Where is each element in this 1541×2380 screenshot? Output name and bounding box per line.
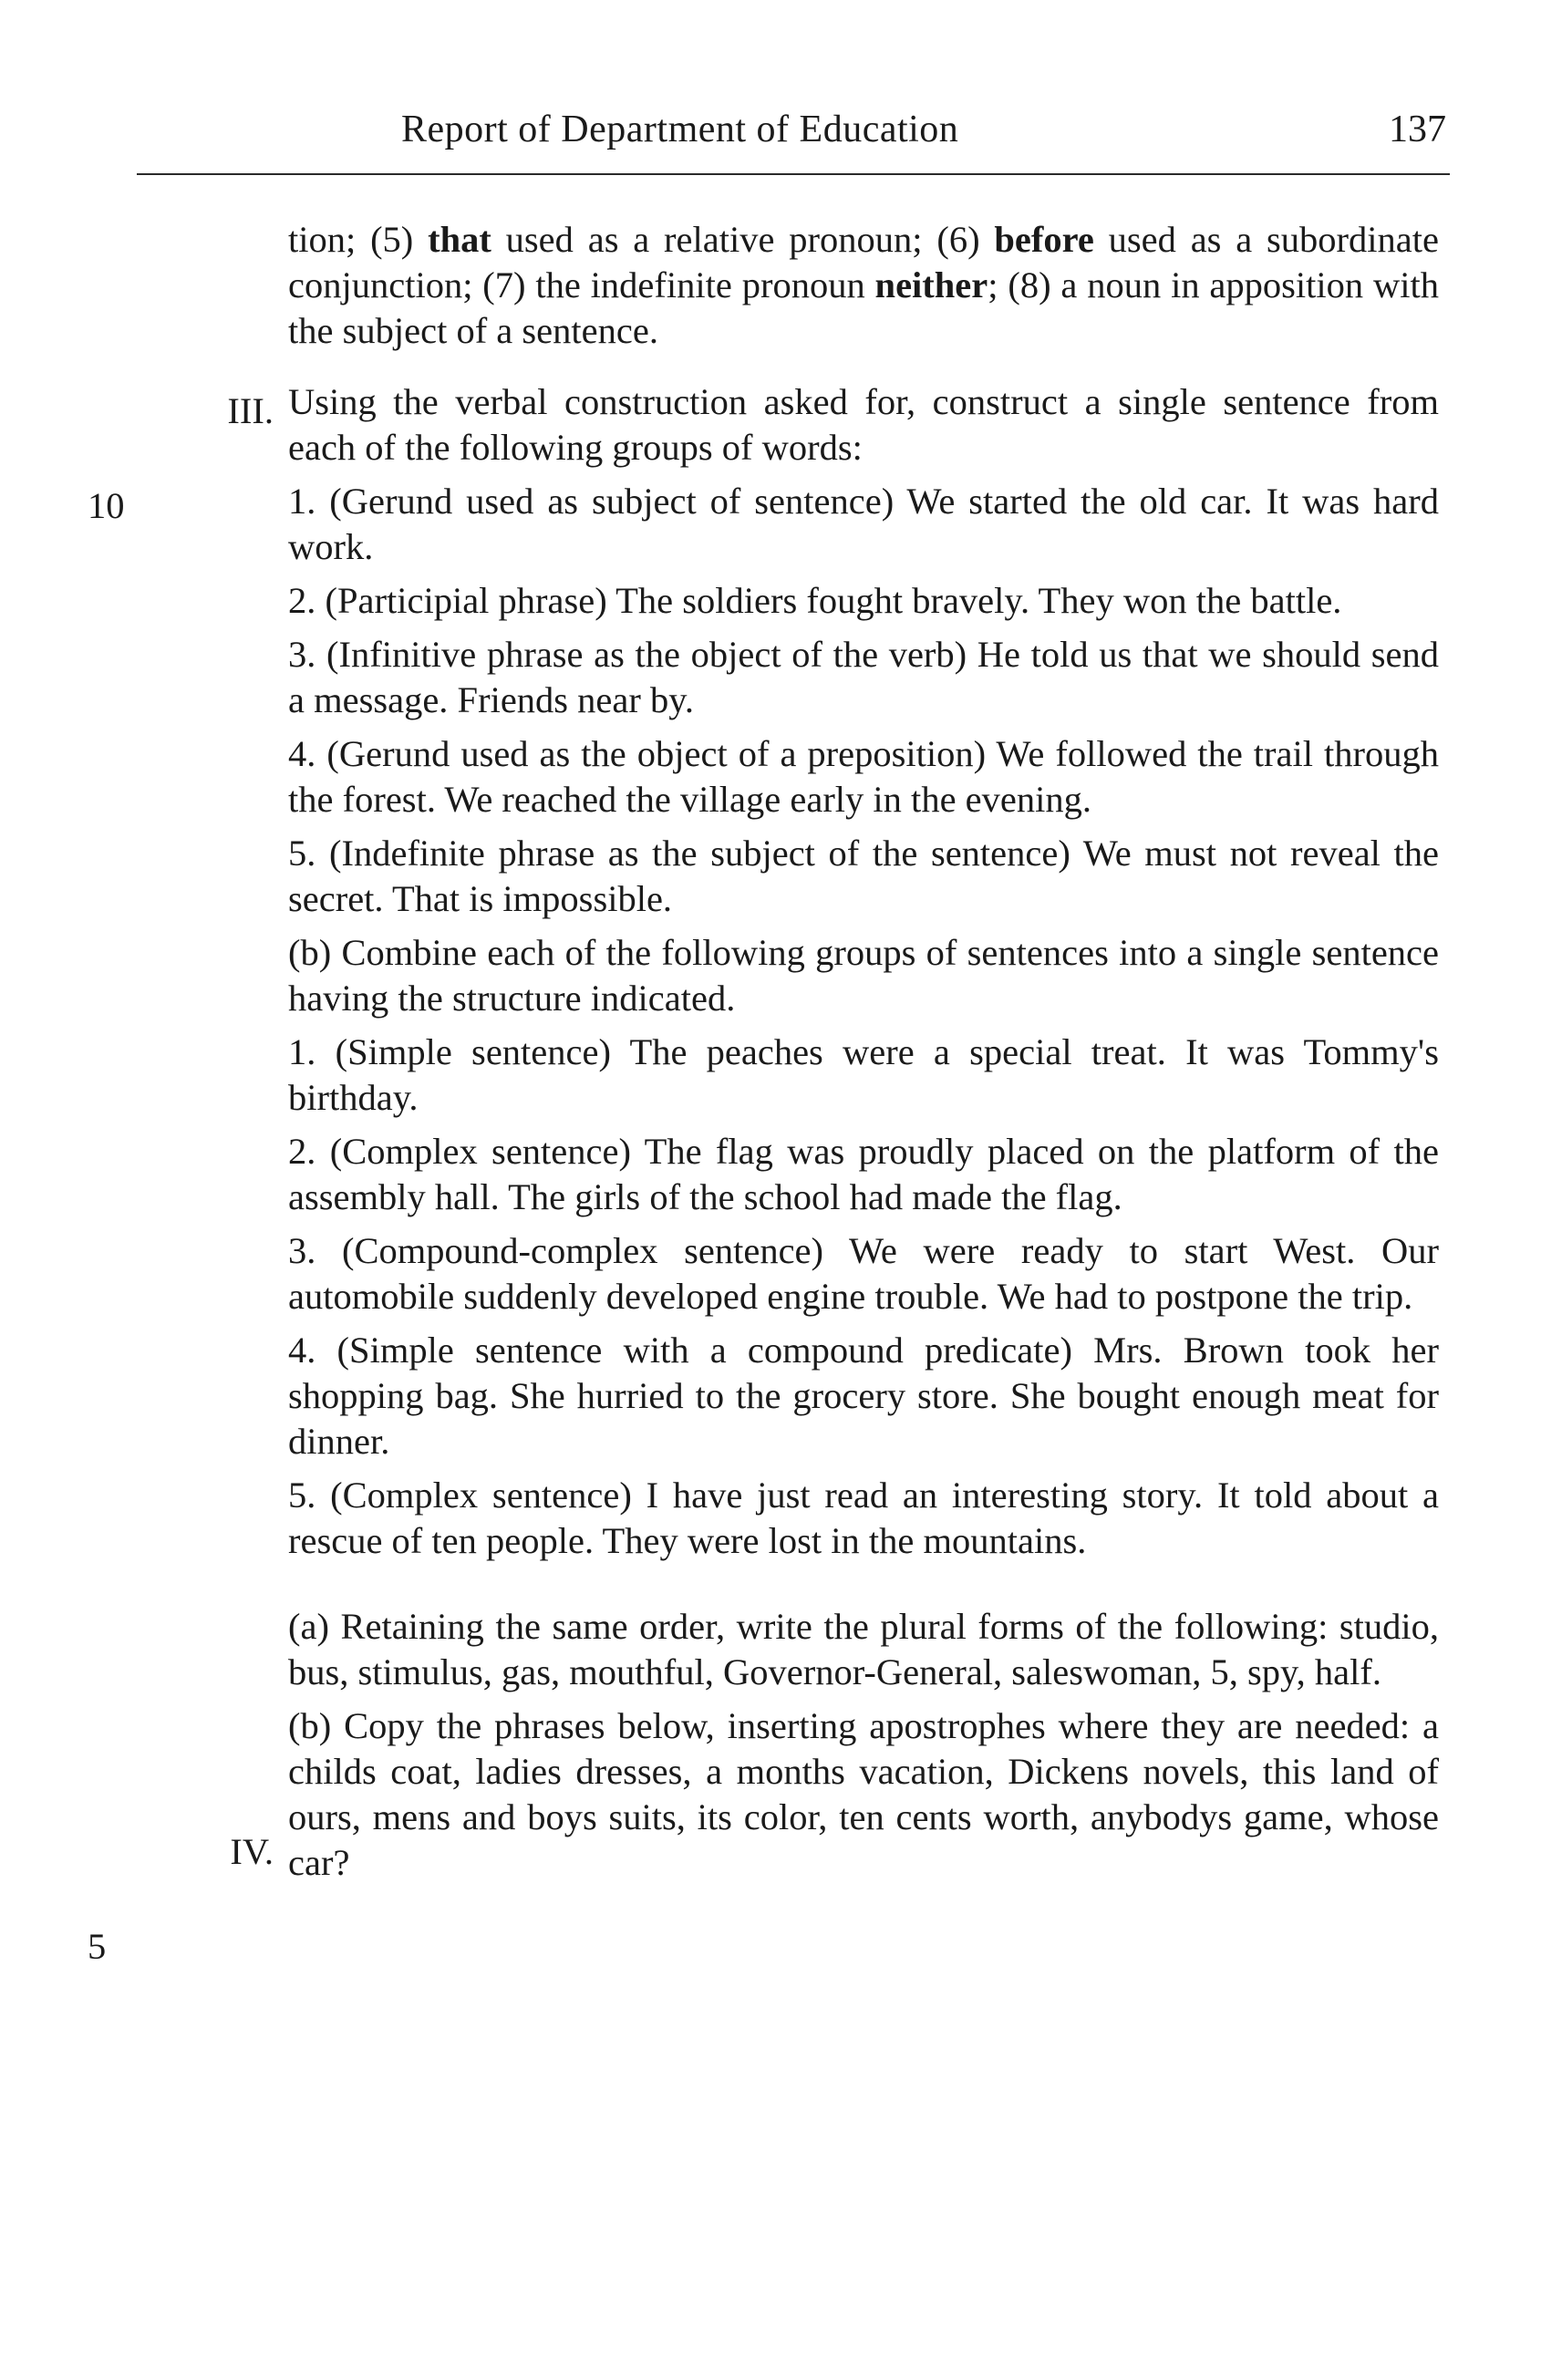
margin-line-number-10: 10 [88,485,125,526]
margin-line-number-5: 5 [88,1926,107,1967]
section-iii-part-b-item-1: 1. (Simple sentence) The peaches were a special treat. It was Tommy's birthday. [288,1031,1439,1118]
bold-term-before: before [994,219,1094,260]
section-numeral-iv: IV. [230,1831,274,1872]
page-body [288,217,1439,1894]
section-iii-item-4: 4. (Gerund used as the object of a preposition) We followed the trail through the forest. We reached the village early in the evening. [288,733,1439,820]
page-header [0,108,1541,162]
bold-term-that: that [428,219,491,260]
continuation-text-1: tion; (5) [288,219,429,260]
section-iii-part-b-item-5: 5. (Complex sentence) I have just read an interesting story. It told about a rescue of ten people. They were lost in the mountains. [288,1475,1439,1561]
section-iii-part-b-intro: (b) Combine each of the following groups of sentences into a single sentence having the structure indicated. [288,932,1439,1019]
bold-term-neither: neither [874,264,988,305]
section-iii-part-b-item-3: 3. (Compound-complex sentence) We were ready to start West. Our automobile suddenly developed engine trouble. We had to postpone the trip. [288,1230,1439,1317]
continuation-text-4: ; (8) a noun in apposition with the subject of a sentence. [288,264,1439,351]
section-iii-part-b-item-2: 2. (Complex sentence) The flag was proudly placed on the platform of the assembly hall. The girls of the school had made the flag. [288,1131,1439,1217]
section-iii-intro: Using the verbal construction asked for, construct a single sentence from each of the following groups of words: [288,381,1439,468]
section-iii-item-5: 5. (Indefinite phrase as the subject of the sentence) We must not reveal the secret. That is impossible. [288,833,1439,919]
continuation-text-2: used as a relative pronoun; (6) [491,219,995,260]
continuation-text-3: used as a subordinate conjunction; (7) the indefinite pronoun [288,219,1439,305]
section-iii-item-2: 2. (Participial phrase) The soldiers fought bravely. They won the battle. [288,580,1342,621]
running-title: Report of Department of Education [401,109,959,150]
section-iv-part-b: (b) Copy the phrases below, inserting apostrophes where they are needed: a childs coat, ladies dresses, a months vacation, Dickens novels, this land of ours, mens and boys suits, its color, ten cents worth, anybodys game, whose car? [288,1705,1439,1883]
section-iii-item-3: 3. (Infinitive phrase as the object of the verb) He told us that we should send a message. Friends near by. [288,634,1439,720]
continuation-paragraph [288,217,1439,354]
section-iii-item-1: 1. (Gerund used as subject of sentence) We started the old car. It was hard work. [288,481,1439,567]
section-numeral-iii: III. [227,390,274,431]
section-iv-part-a: (a) Retaining the same order, write the plural forms of the following: studio, bus, stimulus, gas, mouthful, Governor-General, saleswoman, 5, spy, half. [288,1606,1439,1692]
header-rule [137,173,1450,175]
section-iii-part-b-item-4: 4. (Simple sentence with a compound predicate) Mrs. Brown took her shopping bag. She hurried to the grocery store. She bought enough meat for dinner. [288,1330,1439,1462]
page-number: 137 [1389,109,1446,150]
